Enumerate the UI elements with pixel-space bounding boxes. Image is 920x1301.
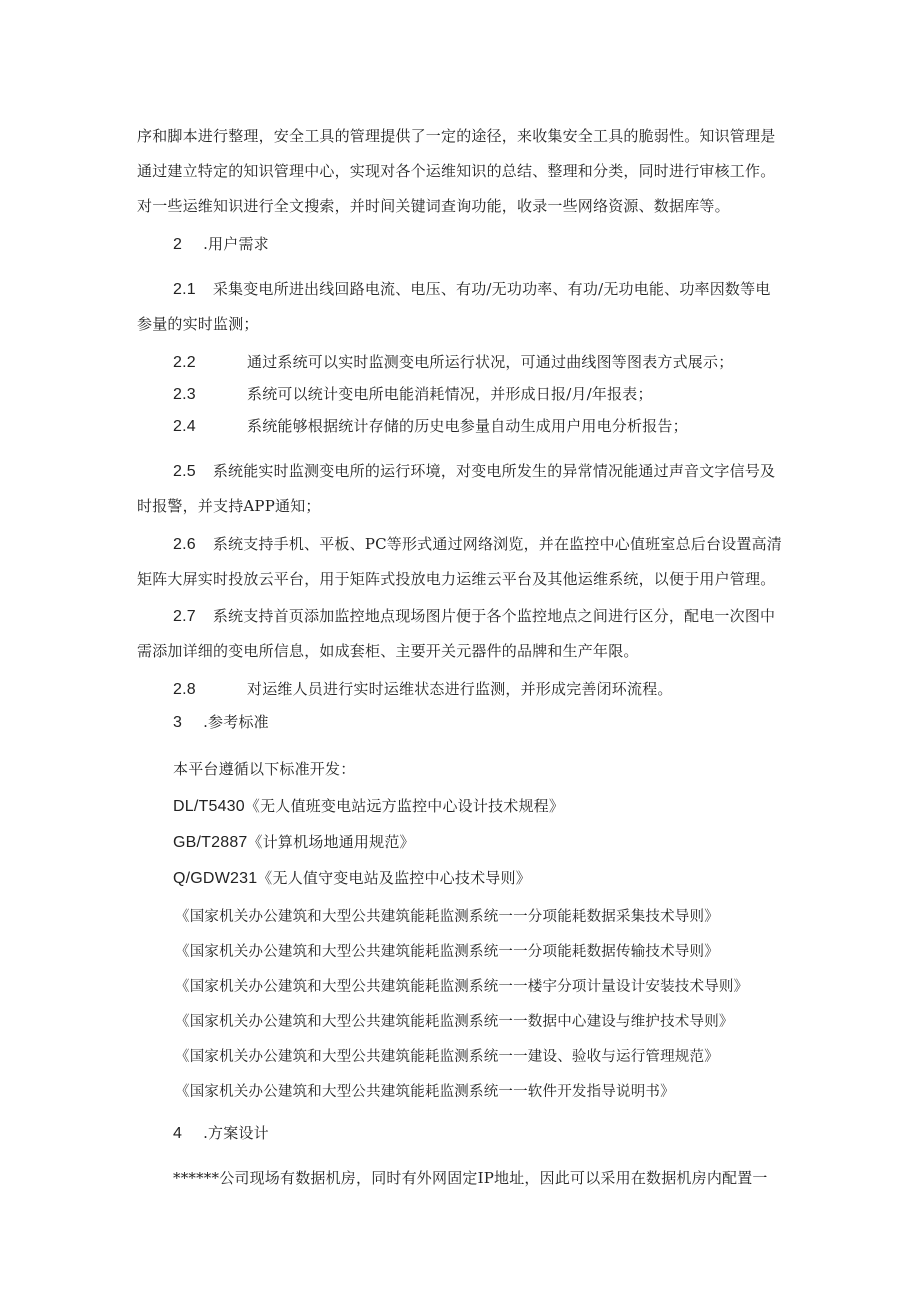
guide-item: 《国家机关办公建筑和大型公共建筑能耗监测系统一一软件开发指导说明书》 bbox=[175, 1084, 675, 1100]
section-3-heading bbox=[173, 712, 269, 733]
req-text: 系统能够根据统计存储的历史电参量自动生成用户用电分析报告； bbox=[247, 417, 688, 435]
standard-name: 《无人值班变电站远方监控中心设计技术规程》 bbox=[244, 797, 565, 815]
req-item-2-6-cont: 矩阵大屏实时投放云平台，用于矩阵式投放电力运维云平台及其他运维系统，以便于用户管理。 bbox=[137, 570, 776, 588]
req-item-2-3 bbox=[173, 384, 653, 405]
guide-item: 《国家机关办公建筑和大型公共建筑能耗监测系统一一分项能耗数据传输技术导则》 bbox=[175, 944, 719, 960]
req-number: 2.2 bbox=[173, 354, 196, 371]
req-item-2-2 bbox=[173, 352, 734, 373]
standard-item bbox=[173, 796, 564, 817]
req-number: 2.6 bbox=[173, 536, 196, 553]
req-item-2-1 bbox=[173, 279, 771, 300]
req-item-2-4 bbox=[173, 416, 688, 437]
standard-item bbox=[173, 832, 415, 853]
intro-line-2: 通过建立特定的知识管理中心，实现对各个运维知识的总结、整理和分类，同时进行审核工作。 bbox=[137, 162, 776, 180]
standard-name: 《无人值守变电站及监控中心技术导则》 bbox=[257, 869, 531, 887]
req-number: 2.4 bbox=[173, 418, 196, 435]
intro-line-1: 序和脚本进行整理，安全工具的管理提供了一定的途径，来收集安全工具的脆弱性。知识管理是 bbox=[137, 127, 776, 145]
req-item-2-1-cont: 参量的实时监测； bbox=[137, 315, 259, 333]
standard-code: DL/T5430 bbox=[173, 798, 245, 815]
guide-item: 《国家机关办公建筑和大型公共建筑能耗监测系统一一楼宇分项计量设计安装技术导则》 bbox=[175, 979, 749, 995]
standard-name: 《计算机场地通用规范》 bbox=[247, 833, 415, 851]
standard-code: GB/T2887 bbox=[173, 834, 248, 851]
section-2-number: 2 bbox=[173, 236, 183, 253]
section-4-number: 4 bbox=[173, 1125, 183, 1142]
guide-item: 《国家机关办公建筑和大型公共建筑能耗监测系统一一分项能耗数据采集技术导则》 bbox=[175, 909, 719, 925]
section-3-title: .参考标准 bbox=[203, 713, 269, 731]
req-number: 2.1 bbox=[173, 281, 196, 298]
req-item-2-5 bbox=[173, 461, 775, 482]
standard-item bbox=[173, 868, 531, 889]
section-4-line-1: ******公司现场有数据机房，同时有外网固定IP地址，因此可以采用在数据机房内配置一 bbox=[173, 1169, 768, 1187]
req-number: 2.8 bbox=[173, 681, 196, 698]
req-item-2-7 bbox=[173, 606, 775, 627]
section-2-title: .用户需求 bbox=[203, 235, 269, 253]
intro-line-3: 对一些运维知识进行全文搜索，并时间关键词查询功能，收录一些网络资源、数据库等。 bbox=[137, 197, 730, 215]
req-text: 系统能实时监测变电所的运行环境，对变电所发生的异常情况能通过声音文字信号及 bbox=[212, 462, 776, 480]
req-text: 系统可以统计变电所电能消耗情况，并形成日报/月/年报表； bbox=[247, 385, 653, 403]
req-number: 2.5 bbox=[173, 463, 196, 480]
req-text: 通过系统可以实时监测变电所运行状况，可通过曲线图等图表方式展示； bbox=[247, 353, 734, 371]
req-text: 系统支持手机、平板、PC等形式通过网络浏览，并在监控中心值班室总后台设置高清 bbox=[212, 535, 782, 553]
req-text: 对运维人员进行实时运维状态进行监测，并形成完善闭环流程。 bbox=[247, 680, 673, 698]
req-item-2-5-cont: 时报警，并支持APP通知； bbox=[137, 497, 321, 515]
section-4-heading bbox=[173, 1123, 269, 1144]
req-text: 系统支持首页添加监控地点现场图片便于各个监控地点之间进行区分，配电一次图中 bbox=[212, 607, 776, 625]
standards-intro: 本平台遵循以下标准开发： bbox=[173, 760, 356, 778]
req-number: 2.7 bbox=[173, 608, 196, 625]
req-number: 2.3 bbox=[173, 386, 196, 403]
standard-code: Q/GDW231 bbox=[173, 870, 258, 887]
req-item-2-7-cont: 需添加详细的变电所信息，如成套柜、主要开关元器件的品牌和生产年限。 bbox=[137, 642, 639, 660]
section-3-number: 3 bbox=[173, 714, 183, 731]
guide-item: 《国家机关办公建筑和大型公共建筑能耗监测系统一一建设、验收与运行管理规范》 bbox=[175, 1049, 719, 1065]
req-item-2-8 bbox=[173, 679, 673, 700]
req-text: 采集变电所进出线回路电流、电压、有功/无功功率、有功/无功电能、功率因数等电 bbox=[212, 280, 771, 298]
guide-item: 《国家机关办公建筑和大型公共建筑能耗监测系统一一数据中心建设与维护技术导则》 bbox=[175, 1014, 734, 1030]
section-2-heading bbox=[173, 234, 269, 255]
req-item-2-6 bbox=[173, 534, 782, 555]
section-4-title: .方案设计 bbox=[203, 1124, 269, 1142]
